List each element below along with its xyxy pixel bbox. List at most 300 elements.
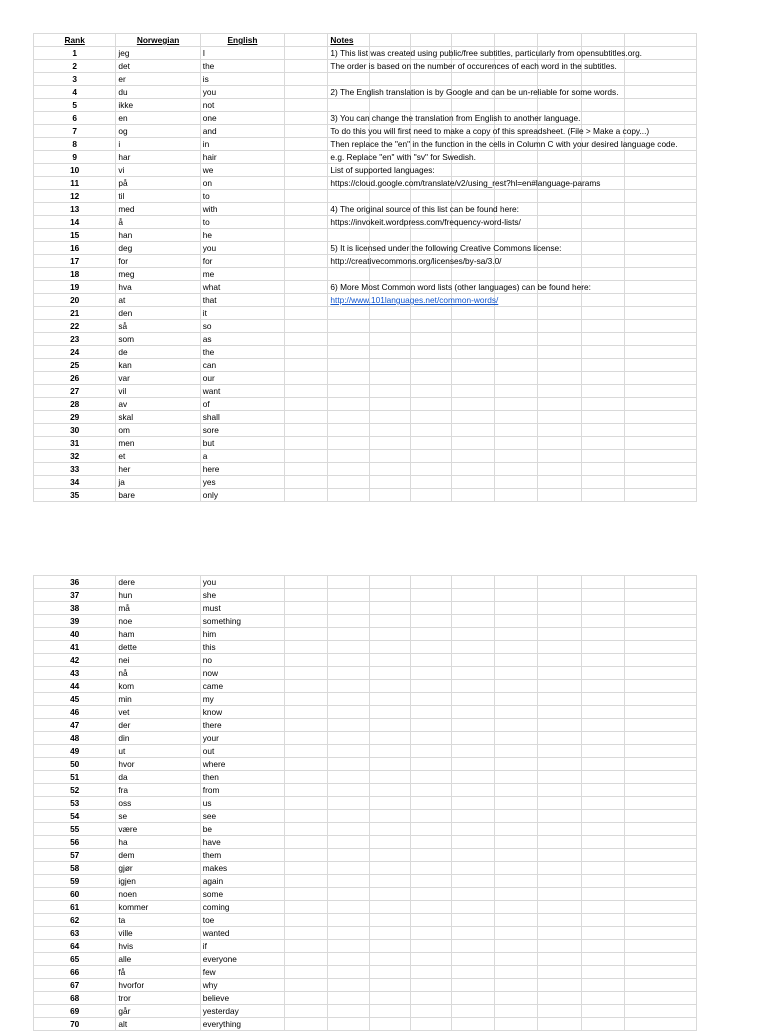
empty-cell[interactable] — [285, 151, 328, 164]
empty-cell[interactable] — [581, 771, 624, 784]
english-word-cell[interactable]: it — [200, 307, 284, 320]
empty-cell[interactable] — [369, 940, 410, 953]
empty-cell[interactable] — [285, 654, 328, 667]
empty-cell[interactable] — [624, 359, 696, 372]
empty-cell[interactable] — [581, 719, 624, 732]
english-word-cell[interactable]: for — [200, 255, 284, 268]
empty-cell[interactable] — [410, 424, 451, 437]
empty-cell[interactable] — [285, 771, 328, 784]
empty-cell[interactable] — [538, 203, 581, 216]
empty-cell[interactable] — [285, 47, 328, 60]
notes-cell[interactable] — [328, 823, 369, 836]
english-word-cell[interactable]: coming — [200, 901, 284, 914]
norwegian-word-cell[interactable]: nei — [116, 654, 200, 667]
english-word-cell[interactable]: now — [200, 667, 284, 680]
empty-cell[interactable] — [538, 294, 581, 307]
empty-cell[interactable] — [451, 849, 494, 862]
english-word-cell[interactable]: him — [200, 628, 284, 641]
empty-cell[interactable] — [285, 914, 328, 927]
empty-cell[interactable] — [369, 320, 410, 333]
empty-cell[interactable] — [538, 216, 581, 229]
english-word-cell[interactable]: of — [200, 398, 284, 411]
empty-cell[interactable] — [451, 862, 494, 875]
norwegian-word-cell[interactable]: så — [116, 320, 200, 333]
rank-cell[interactable]: 34 — [34, 476, 116, 489]
rank-cell[interactable]: 27 — [34, 385, 116, 398]
norwegian-word-cell[interactable]: nå — [116, 667, 200, 680]
empty-cell[interactable] — [624, 450, 696, 463]
english-word-cell[interactable]: sore — [200, 424, 284, 437]
empty-cell[interactable] — [538, 34, 581, 47]
rank-cell[interactable]: 44 — [34, 680, 116, 693]
empty-cell[interactable] — [369, 706, 410, 719]
notes-cell[interactable] — [328, 190, 369, 203]
empty-cell[interactable] — [285, 719, 328, 732]
empty-cell[interactable] — [581, 940, 624, 953]
empty-cell[interactable] — [285, 875, 328, 888]
english-word-cell[interactable]: what — [200, 281, 284, 294]
english-word-cell[interactable]: few — [200, 966, 284, 979]
empty-cell[interactable] — [285, 888, 328, 901]
english-word-cell[interactable]: so — [200, 320, 284, 333]
empty-cell[interactable] — [624, 1018, 696, 1031]
empty-cell[interactable] — [451, 836, 494, 849]
notes-cell[interactable] — [328, 628, 369, 641]
empty-cell[interactable] — [624, 489, 696, 502]
empty-cell[interactable] — [581, 1005, 624, 1018]
norwegian-word-cell[interactable]: vi — [116, 164, 200, 177]
english-word-cell[interactable]: if — [200, 940, 284, 953]
notes-cell[interactable] — [328, 99, 369, 112]
empty-cell[interactable] — [369, 602, 410, 615]
notes-cell[interactable] — [328, 745, 369, 758]
rank-cell[interactable]: 22 — [34, 320, 116, 333]
rank-cell[interactable]: 37 — [34, 589, 116, 602]
empty-cell[interactable] — [451, 745, 494, 758]
empty-cell[interactable] — [581, 424, 624, 437]
notes-cell[interactable] — [328, 255, 502, 268]
notes-cell[interactable] — [328, 385, 369, 398]
rank-cell[interactable]: 33 — [34, 463, 116, 476]
empty-cell[interactable] — [369, 927, 410, 940]
empty-cell[interactable] — [410, 628, 451, 641]
empty-cell[interactable] — [581, 849, 624, 862]
rank-cell[interactable]: 28 — [34, 398, 116, 411]
empty-cell[interactable] — [451, 914, 494, 927]
notes-cell[interactable] — [328, 307, 369, 320]
empty-cell[interactable] — [369, 615, 410, 628]
empty-cell[interactable] — [451, 450, 494, 463]
empty-cell[interactable] — [369, 667, 410, 680]
empty-cell[interactable] — [624, 628, 696, 641]
empty-cell[interactable] — [581, 966, 624, 979]
empty-cell[interactable] — [495, 849, 538, 862]
empty-cell[interactable] — [451, 320, 494, 333]
empty-cell[interactable] — [538, 966, 581, 979]
notes-cell[interactable] — [328, 242, 562, 255]
empty-cell[interactable] — [495, 268, 538, 281]
empty-cell[interactable] — [451, 190, 494, 203]
notes-cell[interactable] — [328, 966, 369, 979]
empty-cell[interactable] — [369, 346, 410, 359]
empty-cell[interactable] — [285, 836, 328, 849]
empty-cell[interactable] — [581, 576, 624, 589]
empty-cell[interactable] — [495, 927, 538, 940]
norwegian-word-cell[interactable]: da — [116, 771, 200, 784]
notes-cell[interactable] — [328, 979, 369, 992]
empty-cell[interactable] — [624, 242, 696, 255]
empty-cell[interactable] — [624, 576, 696, 589]
empty-cell[interactable] — [451, 99, 494, 112]
rank-cell[interactable]: 68 — [34, 992, 116, 1005]
empty-cell[interactable] — [581, 398, 624, 411]
empty-cell[interactable] — [495, 810, 538, 823]
english-word-cell[interactable]: the — [200, 346, 284, 359]
empty-cell[interactable] — [624, 281, 696, 294]
empty-cell[interactable] — [369, 758, 410, 771]
empty-cell[interactable] — [624, 476, 696, 489]
empty-cell[interactable] — [538, 667, 581, 680]
empty-cell[interactable] — [285, 589, 328, 602]
empty-cell[interactable] — [495, 576, 538, 589]
empty-cell[interactable] — [495, 680, 538, 693]
notes-cell[interactable] — [328, 333, 369, 346]
empty-cell[interactable] — [538, 268, 581, 281]
empty-cell[interactable] — [581, 706, 624, 719]
empty-cell[interactable] — [410, 576, 451, 589]
empty-cell[interactable] — [285, 372, 328, 385]
empty-cell[interactable] — [581, 346, 624, 359]
norwegian-word-cell[interactable]: se — [116, 810, 200, 823]
empty-cell[interactable] — [495, 628, 538, 641]
empty-cell[interactable] — [451, 940, 494, 953]
english-word-cell[interactable]: from — [200, 784, 284, 797]
empty-cell[interactable] — [285, 602, 328, 615]
empty-cell[interactable] — [624, 346, 696, 359]
norwegian-word-cell[interactable]: få — [116, 966, 200, 979]
empty-cell[interactable] — [624, 602, 696, 615]
empty-cell[interactable] — [285, 177, 328, 190]
empty-cell[interactable] — [495, 294, 538, 307]
empty-cell[interactable] — [451, 732, 494, 745]
empty-cell[interactable] — [495, 307, 538, 320]
rank-cell[interactable]: 45 — [34, 693, 116, 706]
empty-cell[interactable] — [369, 411, 410, 424]
notes-cell[interactable] — [328, 862, 369, 875]
empty-cell[interactable] — [538, 346, 581, 359]
empty-cell[interactable] — [285, 680, 328, 693]
norwegian-word-cell[interactable]: bare — [116, 489, 200, 502]
empty-cell[interactable] — [538, 602, 581, 615]
empty-cell[interactable] — [624, 463, 696, 476]
empty-cell[interactable] — [369, 489, 410, 502]
empty-cell[interactable] — [410, 862, 451, 875]
rank-cell[interactable]: 3 — [34, 73, 116, 86]
empty-cell[interactable] — [369, 476, 410, 489]
empty-cell[interactable] — [495, 229, 538, 242]
empty-cell[interactable] — [581, 307, 624, 320]
empty-cell[interactable] — [285, 138, 328, 151]
empty-cell[interactable] — [410, 706, 451, 719]
notes-cell[interactable] — [328, 164, 435, 177]
empty-cell[interactable] — [285, 359, 328, 372]
empty-cell[interactable] — [285, 73, 328, 86]
english-word-cell[interactable]: some — [200, 888, 284, 901]
empty-cell[interactable] — [495, 836, 538, 849]
notes-cell[interactable] — [328, 489, 369, 502]
notes-cell[interactable] — [328, 47, 642, 60]
empty-cell[interactable] — [369, 966, 410, 979]
empty-cell[interactable] — [410, 797, 451, 810]
empty-cell[interactable] — [410, 719, 451, 732]
rank-cell[interactable]: 25 — [34, 359, 116, 372]
empty-cell[interactable] — [369, 901, 410, 914]
norwegian-word-cell[interactable]: på — [116, 177, 200, 190]
english-word-cell[interactable]: here — [200, 463, 284, 476]
rank-cell[interactable]: 49 — [34, 745, 116, 758]
english-word-cell[interactable]: must — [200, 602, 284, 615]
rank-cell[interactable]: 52 — [34, 784, 116, 797]
empty-cell[interactable] — [451, 1005, 494, 1018]
notes-cell[interactable] — [328, 589, 369, 602]
notes-cell[interactable] — [328, 125, 650, 138]
empty-cell[interactable] — [285, 268, 328, 281]
empty-cell[interactable] — [538, 333, 581, 346]
notes-cell[interactable] — [328, 706, 369, 719]
empty-cell[interactable] — [369, 732, 410, 745]
empty-cell[interactable] — [285, 667, 328, 680]
empty-cell[interactable] — [369, 372, 410, 385]
english-word-cell[interactable]: be — [200, 823, 284, 836]
norwegian-word-cell[interactable]: igjen — [116, 875, 200, 888]
empty-cell[interactable] — [538, 307, 581, 320]
empty-cell[interactable] — [538, 476, 581, 489]
norwegian-word-cell[interactable]: der — [116, 719, 200, 732]
empty-cell[interactable] — [495, 758, 538, 771]
english-word-cell[interactable]: but — [200, 437, 284, 450]
empty-cell[interactable] — [285, 307, 328, 320]
rank-cell[interactable]: 18 — [34, 268, 116, 281]
empty-cell[interactable] — [581, 216, 624, 229]
empty-cell[interactable] — [410, 411, 451, 424]
english-word-cell[interactable]: as — [200, 333, 284, 346]
empty-cell[interactable] — [581, 164, 624, 177]
empty-cell[interactable] — [495, 706, 538, 719]
empty-cell[interactable] — [581, 411, 624, 424]
norwegian-word-cell[interactable]: hvor — [116, 758, 200, 771]
english-word-cell[interactable]: no — [200, 654, 284, 667]
empty-cell[interactable] — [369, 229, 410, 242]
empty-cell[interactable] — [581, 268, 624, 281]
empty-cell[interactable] — [624, 86, 696, 99]
rank-cell[interactable]: 8 — [34, 138, 116, 151]
norwegian-word-cell[interactable]: alle — [116, 953, 200, 966]
empty-cell[interactable] — [285, 437, 328, 450]
english-word-cell[interactable]: something — [200, 615, 284, 628]
empty-cell[interactable] — [369, 719, 410, 732]
norwegian-word-cell[interactable]: være — [116, 823, 200, 836]
empty-cell[interactable] — [538, 810, 581, 823]
notes-cell[interactable] — [328, 810, 369, 823]
english-word-cell[interactable]: we — [200, 164, 284, 177]
empty-cell[interactable] — [369, 463, 410, 476]
english-word-cell[interactable]: me — [200, 268, 284, 281]
empty-cell[interactable] — [285, 745, 328, 758]
empty-cell[interactable] — [410, 476, 451, 489]
empty-cell[interactable] — [410, 615, 451, 628]
empty-cell[interactable] — [451, 966, 494, 979]
empty-cell[interactable] — [285, 641, 328, 654]
notes-cell[interactable] — [328, 641, 369, 654]
empty-cell[interactable] — [369, 953, 410, 966]
empty-cell[interactable] — [410, 667, 451, 680]
english-word-cell[interactable]: wanted — [200, 927, 284, 940]
norwegian-word-cell[interactable]: han — [116, 229, 200, 242]
empty-cell[interactable] — [624, 966, 696, 979]
empty-cell[interactable] — [451, 73, 494, 86]
notes-cell[interactable] — [328, 836, 369, 849]
empty-cell[interactable] — [369, 797, 410, 810]
norwegian-word-cell[interactable]: hun — [116, 589, 200, 602]
rank-cell[interactable]: 19 — [34, 281, 116, 294]
empty-cell[interactable] — [410, 73, 451, 86]
empty-cell[interactable] — [285, 953, 328, 966]
norwegian-word-cell[interactable]: vil — [116, 385, 200, 398]
empty-cell[interactable] — [538, 398, 581, 411]
empty-cell[interactable] — [581, 589, 624, 602]
empty-cell[interactable] — [538, 1018, 581, 1031]
empty-cell[interactable] — [581, 151, 624, 164]
english-word-cell[interactable]: see — [200, 810, 284, 823]
rank-cell[interactable]: 51 — [34, 771, 116, 784]
empty-cell[interactable] — [495, 320, 538, 333]
empty-cell[interactable] — [495, 641, 538, 654]
norwegian-word-cell[interactable]: ha — [116, 836, 200, 849]
empty-cell[interactable] — [451, 229, 494, 242]
empty-cell[interactable] — [495, 745, 538, 758]
empty-cell[interactable] — [410, 979, 451, 992]
empty-cell[interactable] — [451, 810, 494, 823]
empty-cell[interactable] — [451, 615, 494, 628]
english-header[interactable]: English — [200, 34, 284, 47]
empty-cell[interactable] — [538, 758, 581, 771]
rank-cell[interactable]: 10 — [34, 164, 116, 177]
notes-cell[interactable] — [328, 1018, 369, 1031]
english-word-cell[interactable]: on — [200, 177, 284, 190]
empty-cell[interactable] — [538, 732, 581, 745]
norwegian-word-cell[interactable]: av — [116, 398, 200, 411]
empty-cell[interactable] — [495, 589, 538, 602]
empty-cell[interactable] — [624, 589, 696, 602]
empty-cell[interactable] — [285, 693, 328, 706]
empty-cell[interactable] — [538, 424, 581, 437]
empty-cell[interactable] — [495, 966, 538, 979]
english-word-cell[interactable]: one — [200, 112, 284, 125]
empty-cell[interactable] — [410, 641, 451, 654]
empty-cell[interactable] — [581, 628, 624, 641]
norwegian-word-cell[interactable]: min — [116, 693, 200, 706]
empty-cell[interactable] — [369, 73, 410, 86]
notes-cell[interactable] — [328, 294, 499, 307]
empty-cell[interactable] — [451, 372, 494, 385]
empty-cell[interactable] — [581, 242, 624, 255]
empty-cell[interactable] — [581, 489, 624, 502]
empty-cell[interactable] — [410, 992, 451, 1005]
empty-cell[interactable] — [538, 164, 581, 177]
empty-cell[interactable] — [369, 875, 410, 888]
empty-cell[interactable] — [369, 437, 410, 450]
english-word-cell[interactable]: can — [200, 359, 284, 372]
empty-cell[interactable] — [495, 615, 538, 628]
rank-cell[interactable]: 11 — [34, 177, 116, 190]
norwegian-word-cell[interactable]: kan — [116, 359, 200, 372]
rank-cell[interactable]: 57 — [34, 849, 116, 862]
empty-cell[interactable] — [581, 862, 624, 875]
empty-cell[interactable] — [624, 810, 696, 823]
empty-cell[interactable] — [581, 758, 624, 771]
empty-cell[interactable] — [624, 823, 696, 836]
empty-cell[interactable] — [624, 797, 696, 810]
empty-cell[interactable] — [495, 476, 538, 489]
notes-cell[interactable] — [328, 680, 369, 693]
empty-cell[interactable] — [285, 424, 328, 437]
empty-cell[interactable] — [581, 359, 624, 372]
rank-cell[interactable]: 66 — [34, 966, 116, 979]
empty-cell[interactable] — [285, 901, 328, 914]
empty-cell[interactable] — [538, 576, 581, 589]
empty-cell[interactable] — [495, 385, 538, 398]
empty-cell[interactable] — [624, 680, 696, 693]
empty-cell[interactable] — [495, 693, 538, 706]
empty-cell[interactable] — [410, 372, 451, 385]
notes-cell[interactable] — [328, 719, 369, 732]
rank-cell[interactable]: 50 — [34, 758, 116, 771]
norwegian-word-cell[interactable]: alt — [116, 1018, 200, 1031]
empty-cell[interactable] — [369, 693, 410, 706]
rank-cell[interactable]: 30 — [34, 424, 116, 437]
empty-cell[interactable] — [451, 437, 494, 450]
english-word-cell[interactable]: with — [200, 203, 284, 216]
english-word-cell[interactable]: to — [200, 190, 284, 203]
notes-cell[interactable] — [328, 151, 476, 164]
empty-cell[interactable] — [624, 667, 696, 680]
norwegian-word-cell[interactable]: ville — [116, 927, 200, 940]
empty-cell[interactable] — [369, 823, 410, 836]
empty-cell[interactable] — [285, 940, 328, 953]
empty-cell[interactable] — [410, 463, 451, 476]
empty-cell[interactable] — [410, 34, 451, 47]
empty-cell[interactable] — [581, 385, 624, 398]
notes-header[interactable]: Notes — [328, 34, 369, 47]
empty-cell[interactable] — [581, 34, 624, 47]
empty-cell[interactable] — [451, 359, 494, 372]
empty-cell[interactable] — [624, 641, 696, 654]
empty-cell[interactable] — [369, 450, 410, 463]
empty-cell[interactable] — [410, 849, 451, 862]
empty-cell[interactable] — [285, 229, 328, 242]
norwegian-word-cell[interactable]: å — [116, 216, 200, 229]
empty-cell[interactable] — [285, 281, 328, 294]
empty-cell[interactable] — [624, 385, 696, 398]
empty-cell[interactable] — [624, 411, 696, 424]
norwegian-word-cell[interactable]: dette — [116, 641, 200, 654]
empty-cell[interactable] — [495, 940, 538, 953]
empty-cell[interactable] — [495, 463, 538, 476]
empty-cell[interactable] — [538, 320, 581, 333]
notes-cell[interactable] — [328, 667, 369, 680]
norwegian-header[interactable]: Norwegian — [116, 34, 200, 47]
empty-cell[interactable] — [410, 307, 451, 320]
